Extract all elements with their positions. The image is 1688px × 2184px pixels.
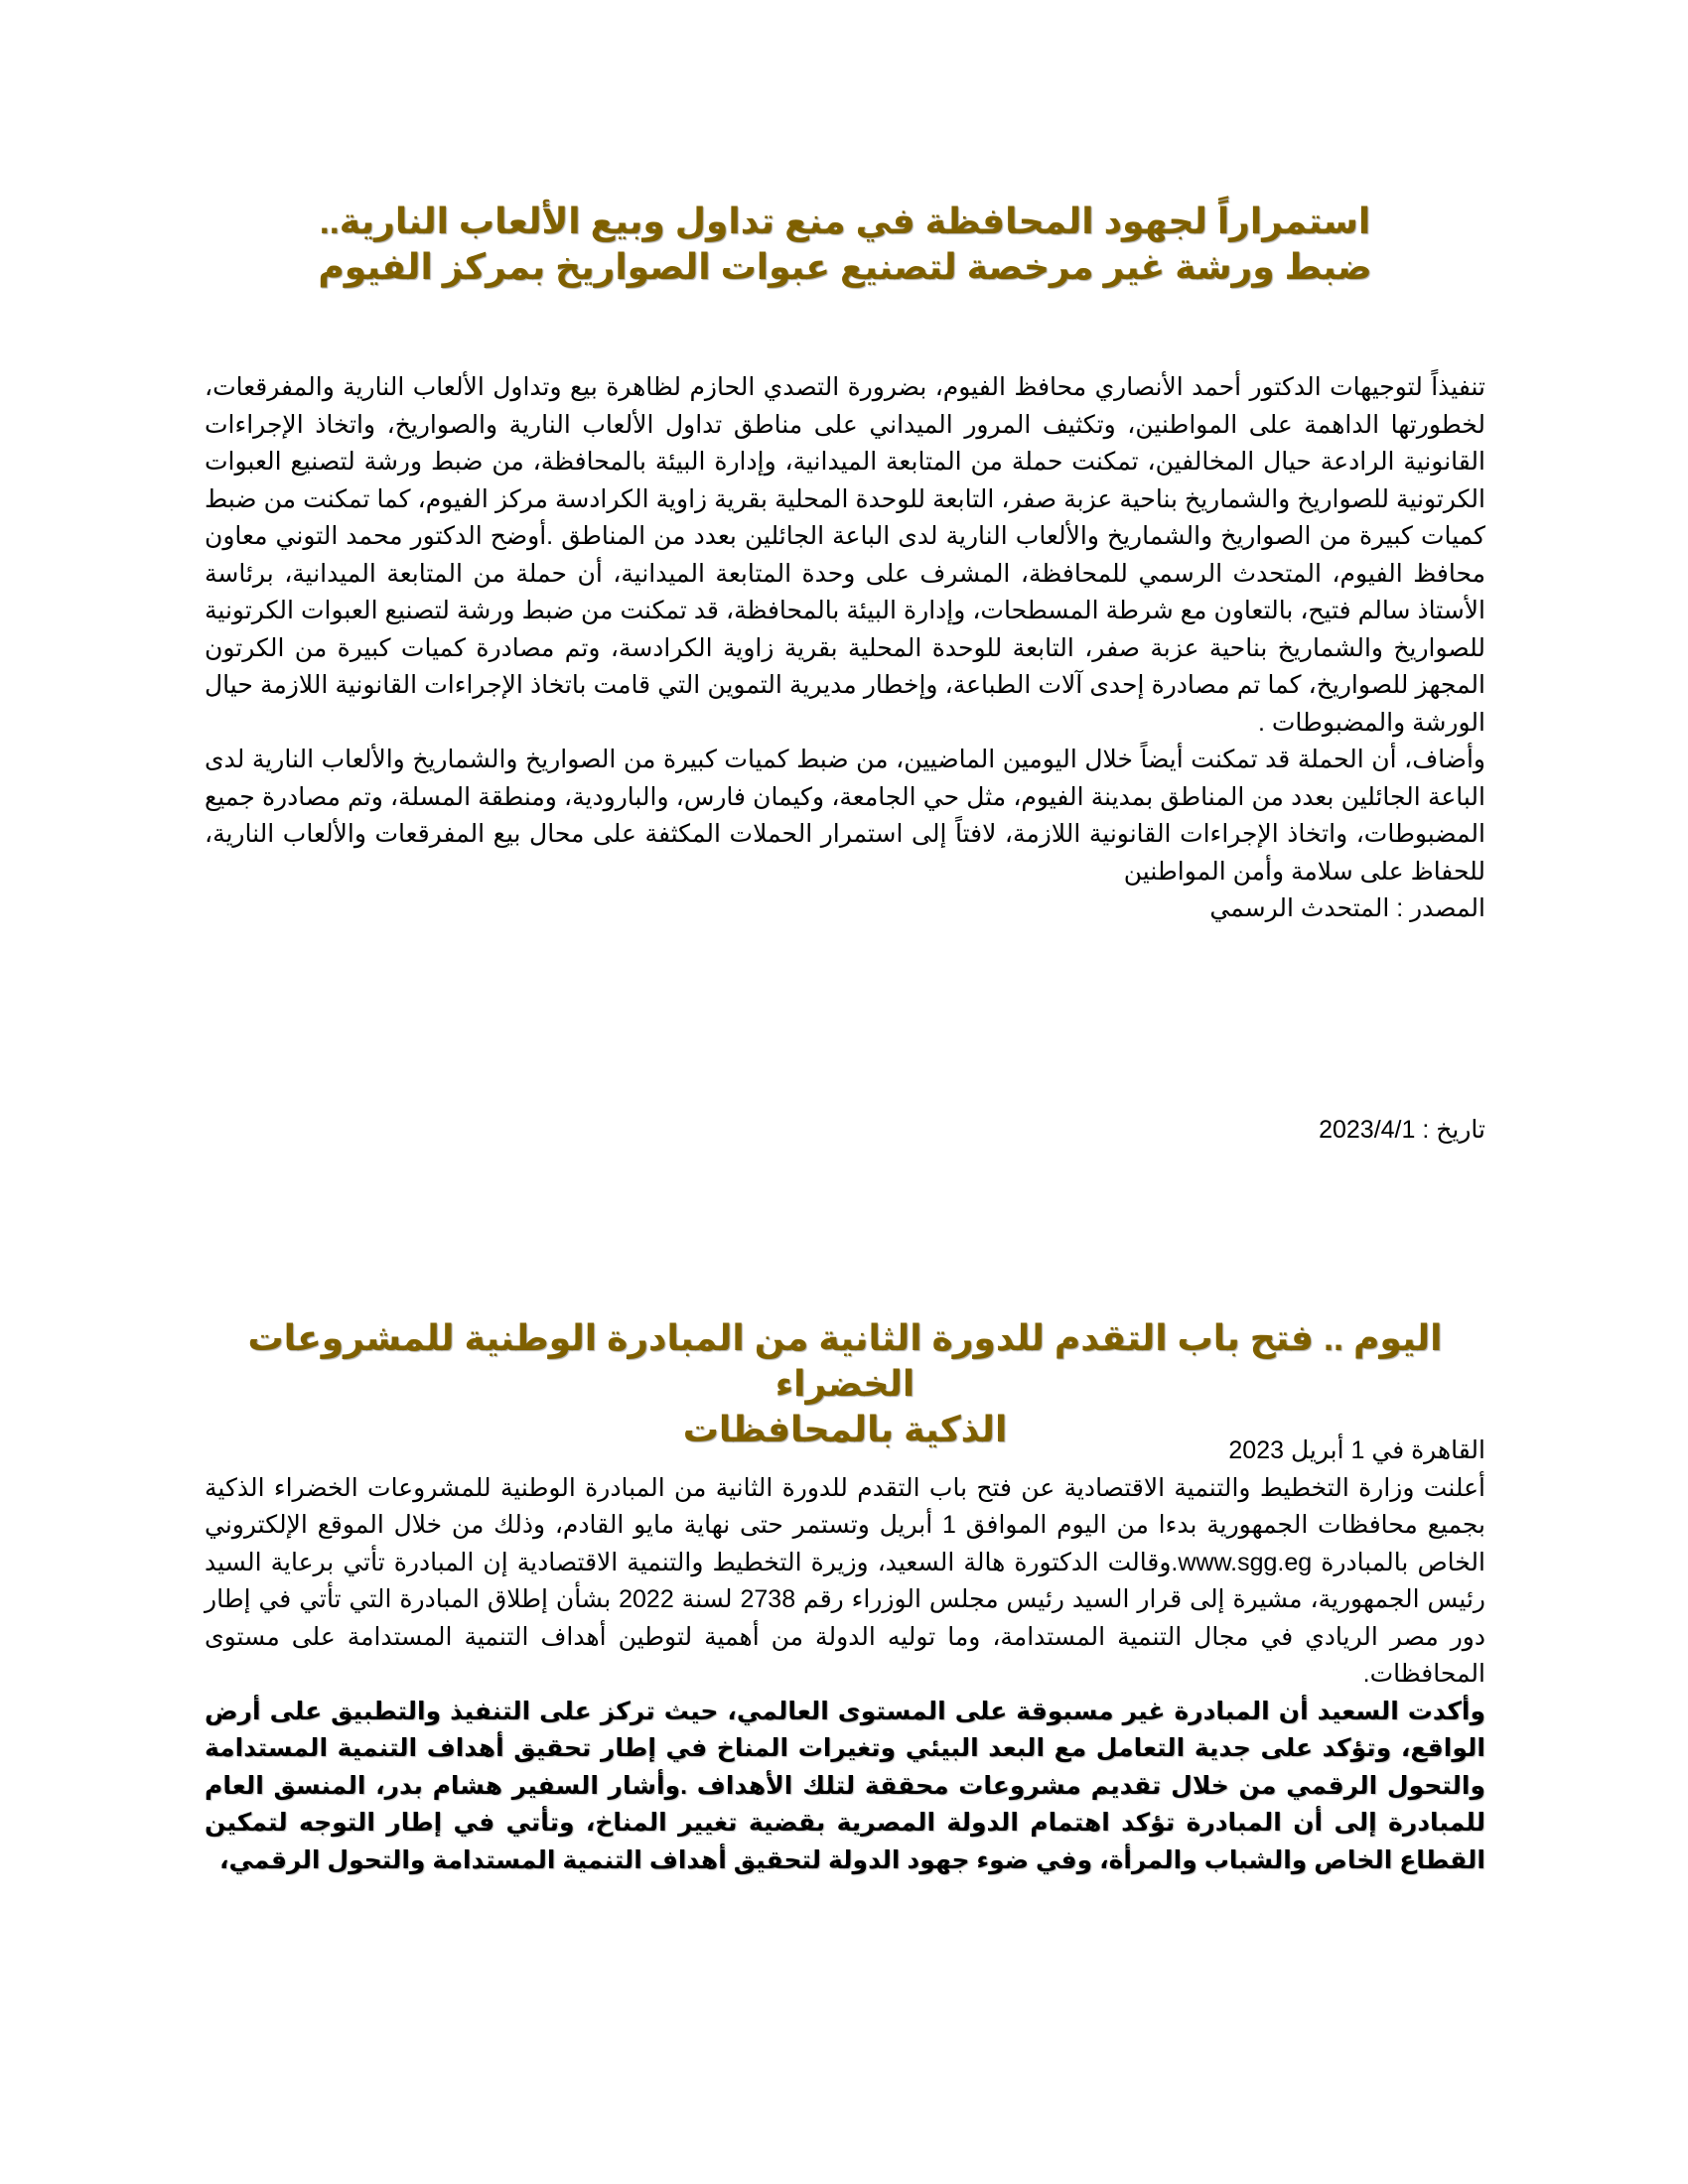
article1-body <box>205 369 1485 928</box>
article1-title-line-1: استمراراً لجهود المحافظة في منع تداول وبيع الألعاب النارية.. <box>319 201 1371 241</box>
article2-dateline: القاهرة في 1 أبريل 2023 <box>1228 1436 1485 1464</box>
article2-title-line-2: الذكية بالمحافظات <box>682 1409 1008 1449</box>
article1-paragraph-2: وأضاف، أن الحملة قد تمكنت أيضاً خلال اليومين الماضيين، من ضبط كميات كبيرة من الصواريخ والشماريخ والألعاب النارية لدى الباعة الجائلين بعدد من المناطق بمدينة الفيوم، مثل حي الجامعة، وكيمان فارس، والبارودية، ومنطقة المسلة، وتم مصادرة جميع المضبوطات، واتخاذ الإجراءات القانونية اللازمة، لافتاً إلى استمرار الحملات المكثفة على محال بيع المفرقعات والألعاب النارية، للحفاظ على سلامة وأمن المواطنين <box>205 746 1485 886</box>
article1-source: المصدر : المتحدث الرسمي <box>1209 894 1485 922</box>
article2-paragraph-1: أعلنت وزارة التخطيط والتنمية الاقتصادية عن فتح باب التقدم للدورة الثانية من المبادرة الوطنية للمشروعات الخضراء الذكية بجميع محافظات الجمهورية بدءا من اليوم الموافق 1 أبريل وتستمر حتى نهاية مايو القادم، وذلك من خلال الموقع الإلكتروني الخاص بالمبادرة www.sgg.eg.وقالت الدكتورة هالة السعيد، وزيرة التخطيط والتنمية الاقتصادية إن المبادرة تأتي برعاية السيد رئيس الجمهورية، مشيرة إلى قرار السيد رئيس مجلس الوزراء رقم 2738 لسنة 2022 بشأن إطلاق المبادرة التي تأتي في إطار دور مصر الريادي في مجال التنمية المستدامة، وما توليه الدولة من أهمية لتوطين أهداف التنمية المستدامة على مستوى المحافظات. <box>205 1473 1485 1688</box>
article2-title-line-1: اليوم .. فتح باب التقدم للدورة الثانية من المبادرة الوطنية للمشروعات الخضراء <box>247 1317 1443 1404</box>
article1-date: تاريخ : 2023/4/1 <box>1319 1116 1485 1144</box>
article1-title <box>205 199 1485 290</box>
article2-paragraph-2: وأكدت السعيد أن المبادرة غير مسبوقة على المستوى العالمي، حيث تركز على التنفيذ والتطبيق على أرض الواقع، وتؤكد على جدية التعامل مع البعد البيئي وتغيرات المناخ في إطار تحقيق أهداف التنمية المستدامة والتحول الرقمي من خلال تقديم مشروعات محققة لتلك الأهداف .وأشار السفير هشام بدر، المنسق العام للمبادرة إلى أن المبادرة تؤكد اهتمام الدولة المصرية بقضية تغيير المناخ، وتأتي في إطار التوجه لتمكين القطاع الخاص والشباب والمرأة، وفي ضوء جهود الدولة لتحقيق أهداف التنمية المستدامة والتحول الرقمي، <box>205 1697 1485 1874</box>
article1-title-line-2: ضبط ورشة غير مرخصة لتصنيع عبوات الصواريخ بمركز الفيوم <box>318 246 1372 287</box>
article1-paragraph-1: تنفيذاً لتوجيهات الدكتور أحمد الأنصاري محافظ الفيوم، بضرورة التصدي الحازم لظاهرة بيع وتداول الألعاب النارية والمفرقعات، لخطورتها الداهمة على المواطنين، وتكثيف المرور الميداني على مناطق تداول الألعاب النارية والصواريخ، واتخاذ الإجراءات القانونية الرادعة حيال المخالفين، تمكنت حملة من المتابعة الميدانية، وإدارة البيئة بالمحافظة، من ضبط ورشة لتصنيع العبوات الكرتونية للصواريخ والشماريخ بناحية عزبة صفر، التابعة للوحدة المحلية بقرية زاوية الكرادسة مركز الفيوم، كما تمكنت من ضبط كميات كبيرة من الصواريخ والشماريخ والألعاب النارية لدى الباعة الجائلين بعدد من المناطق .أوضح الدكتور محمد التوني معاون محافظ الفيوم، المتحدث الرسمي للمحافظة، المشرف على وحدة المتابعة الميدانية، أن حملة من المتابعة الميدانية، برئاسة الأستاذ سالم فتيح، بالتعاون مع شرطة المسطحات، وإدارة البيئة بالمحافظة، قد تمكنت من ضبط ورشة لتصنيع العبوات الكرتونية للصواريخ والشماريخ بناحية عزبة صفر، التابعة للوحدة المحلية بقرية زاوية الكرادسة، وتم مصادرة كميات كبيرة من الكرتون المجهز للصواريخ، كما تم مصادرة إحدى آلات الطباعة، وإخطار مديرية التموين التي قامت باتخاذ الإجراءات القانونية اللازمة حيال الورشة والمضبوطات . <box>205 373 1485 737</box>
article2-body <box>205 1433 1485 1879</box>
